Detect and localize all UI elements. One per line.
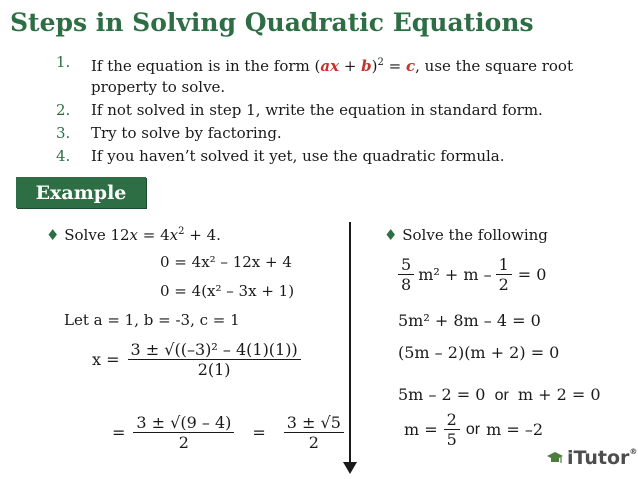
quadratic-formula xyxy=(92,340,301,379)
step-3 xyxy=(56,123,626,144)
steps-list xyxy=(56,52,626,167)
right-eq-2: 5m² + 8m – 4 = 0 xyxy=(398,311,541,330)
step-text: Try to solve by factoring. xyxy=(91,124,282,142)
step-number: 1. xyxy=(56,53,71,71)
left-problem: ♦ Solve $12x = 4x^2 + 4$. xyxy=(46,226,221,244)
itutor-logo: iTutor® xyxy=(567,447,638,469)
right-eq-4: 5m – 2 = 0 or m + 2 = 0 xyxy=(398,385,601,404)
left-line-2: 0 = 4(x² – 3x + 1) xyxy=(160,282,295,300)
right-eq-1: $\frac{5}{8}$ m² + m – $\frac{1}{2}$ = 0 xyxy=(398,255,546,294)
example-label: Example xyxy=(16,177,146,208)
slide-title: Steps in Solving Quadratic Equations xyxy=(10,8,534,37)
step-1 xyxy=(56,52,626,98)
left-line-1: 0 = 4x² – 12x + 4 xyxy=(160,253,292,271)
arrow-down-icon xyxy=(343,462,357,474)
diamond-bullet-icon: ♦ xyxy=(46,226,60,244)
diamond-bullet-icon: ♦ xyxy=(384,226,398,244)
step-number: 2. xyxy=(56,101,71,119)
step-number: 3. xyxy=(56,124,71,142)
formula-fraction xyxy=(128,340,301,379)
step-4 xyxy=(56,146,626,167)
right-problem: ♦ Solve the following xyxy=(384,226,548,244)
step-2 xyxy=(56,100,626,121)
step-text: If the equation is in the form (ax + b)$^2$ = c, use the square root property to solve. xyxy=(91,57,573,96)
simplify-fraction-1: $\frac{3 \pm √(9 - 4)}{2}$ xyxy=(133,413,234,452)
graduation-cap-icon xyxy=(545,448,565,468)
formula-denominator: 2(1) xyxy=(197,360,231,379)
simplification: = $\frac{3 \pm √(9 - 4)}{2}$ = $\frac{3 \pm √5}{2}$ xyxy=(112,413,344,452)
column-divider xyxy=(349,222,351,467)
left-let: Let a = 1, b = -3, c = 1 xyxy=(64,311,240,329)
simplify-fraction-2: $\frac{3 \pm √5}{2}$ xyxy=(284,413,344,452)
step-number: 4. xyxy=(56,147,71,165)
step-text: If you haven’t solved it yet, use the quadratic formula. xyxy=(91,147,505,165)
step-text: If not solved in step 1, write the equation in standard form. xyxy=(91,101,543,119)
formula-numerator: 3 ± √((–3)² – 4(1)(1)) xyxy=(130,340,298,359)
formula-lhs: x = xyxy=(92,350,120,369)
right-solution: m = $\frac{2}{5}$ or m = –2 xyxy=(404,410,544,449)
right-eq-3: (5m – 2)(m + 2) = 0 xyxy=(398,343,560,362)
